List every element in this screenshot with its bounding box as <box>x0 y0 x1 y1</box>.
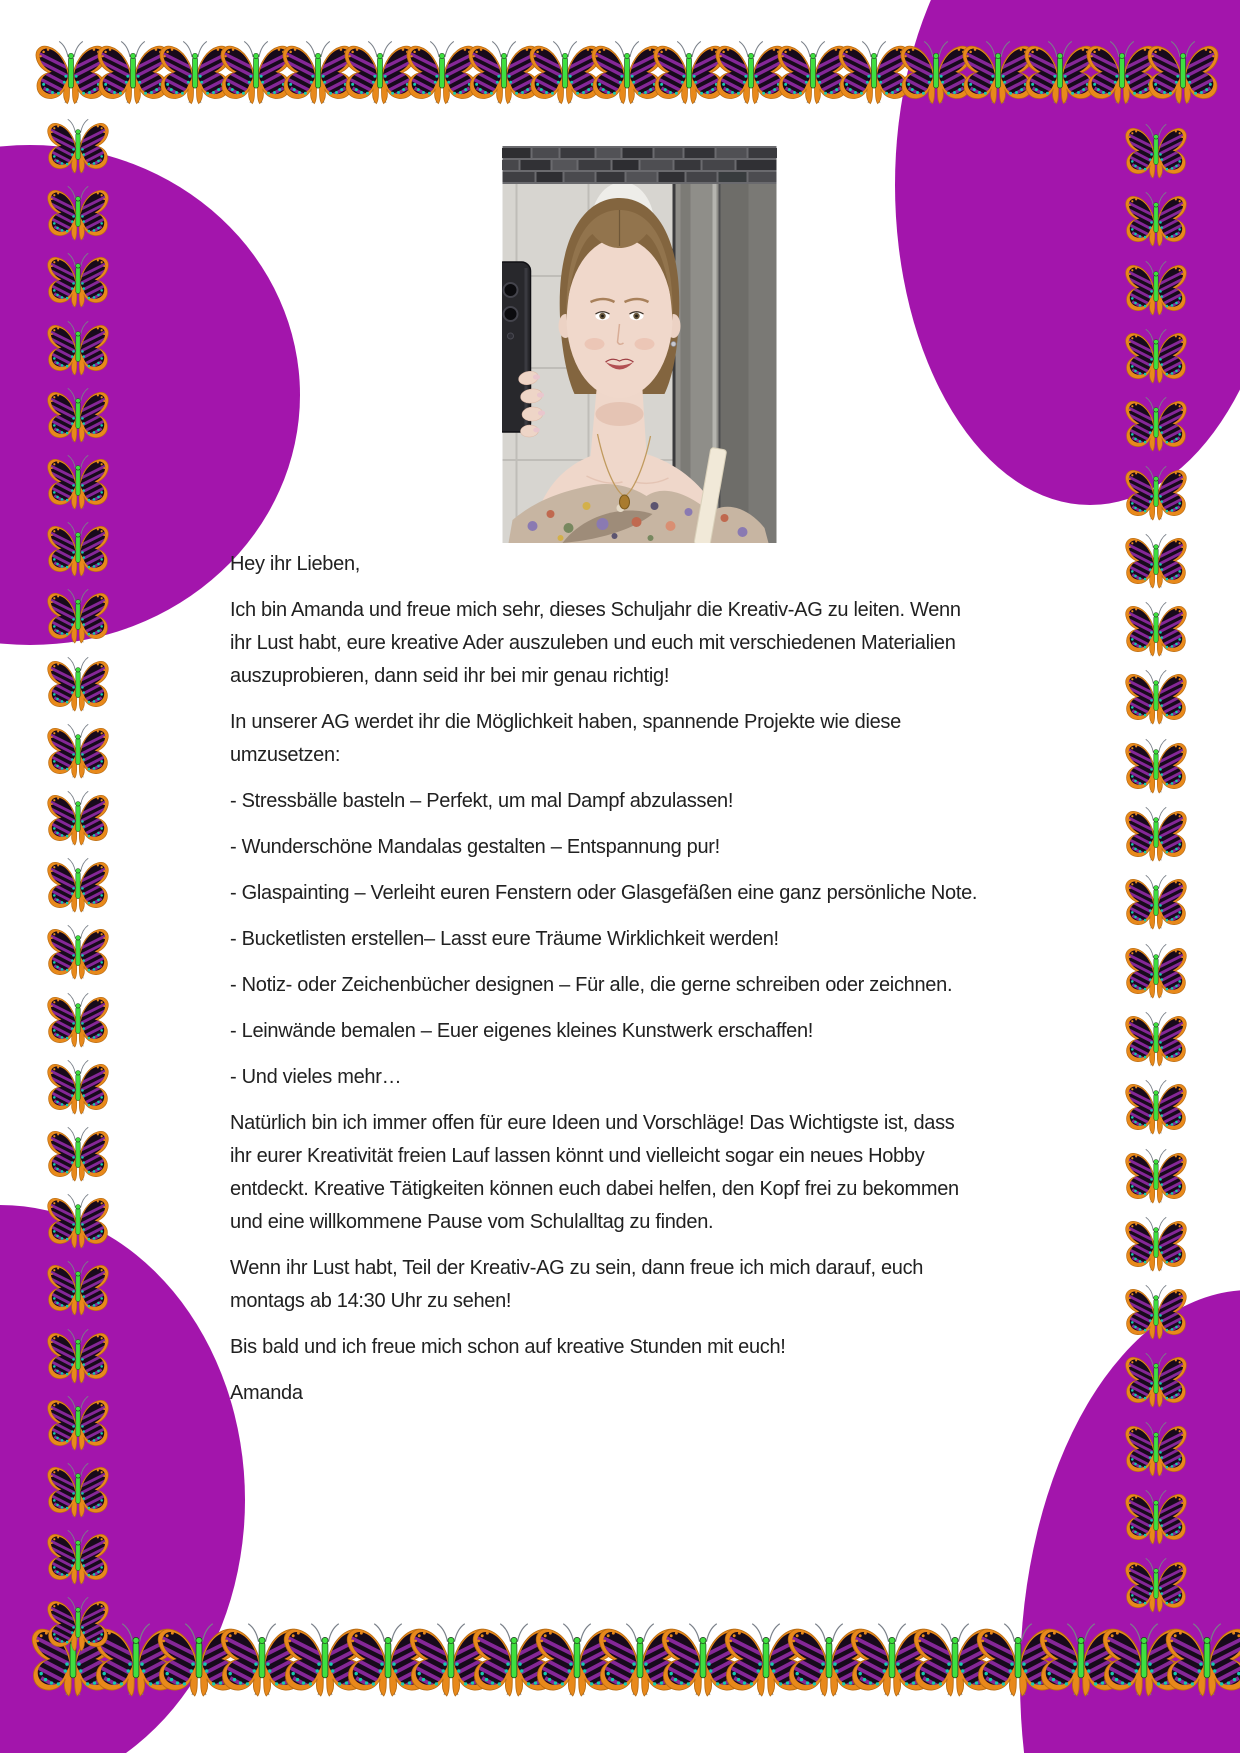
text-line: - Und vieles mehr… <box>230 1066 402 1088</box>
text-line: montags ab 14:30 Uhr zu sehen! <box>230 1290 512 1312</box>
butterfly-icon <box>46 1462 110 1521</box>
butterfly-icon <box>1124 1011 1188 1070</box>
butterfly-icon <box>46 1596 110 1655</box>
butterfly-icon <box>1124 396 1188 455</box>
butterfly-icon <box>1124 1352 1188 1411</box>
butterfly-icon <box>1124 738 1188 797</box>
butterfly-icon <box>1124 1079 1188 1138</box>
paragraph <box>230 548 990 581</box>
paragraph <box>230 1061 990 1094</box>
text-line: Natürlich bin ich immer offen für eure Ideen und Vorschläge! Das Wichtigste ist, dass <box>230 1112 955 1134</box>
butterfly-icon <box>1124 260 1188 319</box>
text-line: ihr Lust habt, eure kreative Ader auszuleben und euch mit verschiedenen Materialien <box>230 632 956 654</box>
butterfly-icon <box>46 1529 110 1588</box>
paragraph <box>230 1015 990 1048</box>
butterfly-icon <box>46 857 110 916</box>
butterfly-icon <box>46 185 110 244</box>
paragraph <box>230 831 990 864</box>
greeting-line: Hey ihr Lieben, <box>230 553 361 575</box>
text-line: - Glaspainting – Verleiht euren Fenstern oder Glasgefäßen eine ganz persönliche Note. <box>230 882 978 904</box>
text-line: - Notiz- oder Zeichenbücher designen – Für alle, die gerne schreiben oder zeichnen. <box>230 974 953 996</box>
text-line: und eine willkommene Pause vom Schulalltag zu finden. <box>230 1211 714 1233</box>
butterfly-icon <box>1124 601 1188 660</box>
text-line: In unserer AG werdet ihr die Möglichkeit haben, spannende Projekte wie diese <box>230 711 901 733</box>
butterfly-icon <box>46 1260 110 1319</box>
butterfly-icon <box>1146 40 1220 108</box>
text-line: - Stressbälle basteln – Perfekt, um mal Dampf abzulassen! <box>230 790 734 812</box>
text-line: Ich bin Amanda und freue mich sehr, dieses Schuljahr die Kreativ-AG zu leiten. Wenn <box>230 599 961 621</box>
text-line: entdeckt. Kreative Tätigkeiten können euch dabei helfen, den Kopf frei zu bekommen <box>230 1178 959 1200</box>
paragraph <box>230 706 990 772</box>
butterfly-icon <box>46 1395 110 1454</box>
letter-body <box>230 548 990 1423</box>
paragraph <box>230 785 990 818</box>
butterfly-icon <box>1124 328 1188 387</box>
butterfly-icon <box>1124 943 1188 1002</box>
butterfly-icon <box>1124 1557 1188 1616</box>
butterfly-icon <box>46 992 110 1051</box>
butterfly-icon <box>46 1193 110 1252</box>
butterfly-icon <box>1124 533 1188 592</box>
butterfly-icon <box>1124 123 1188 182</box>
butterfly-icon <box>1124 1148 1188 1207</box>
butterfly-icon <box>46 118 110 177</box>
text-line: - Wunderschöne Mandalas gestalten – Entspannung pur! <box>230 836 720 858</box>
butterfly-icon <box>1164 1622 1240 1701</box>
butterfly-icon <box>1124 1489 1188 1548</box>
butterfly-icon <box>46 656 110 715</box>
paragraph <box>230 877 990 910</box>
butterfly-icon <box>1124 874 1188 933</box>
butterfly-icon <box>1124 465 1188 524</box>
text-line: Wenn ihr Lust habt, Teil der Kreativ-AG zu sein, dann freue ich mich darauf, euch <box>230 1257 924 1279</box>
paragraph <box>230 1377 990 1410</box>
portrait-photo <box>502 146 777 543</box>
paragraph <box>230 1252 990 1318</box>
butterfly-icon <box>46 1126 110 1185</box>
butterfly-icon <box>46 790 110 849</box>
butterfly-icon <box>46 252 110 311</box>
butterfly-icon <box>46 387 110 446</box>
butterfly-icon <box>1124 1284 1188 1343</box>
butterfly-icon <box>46 320 110 379</box>
paragraph <box>230 1107 990 1239</box>
paragraph <box>230 923 990 956</box>
butterfly-icon <box>46 454 110 513</box>
paragraph <box>230 1331 990 1364</box>
butterfly-icon <box>46 1059 110 1118</box>
butterfly-icon <box>1124 191 1188 250</box>
butterfly-icon <box>1124 1421 1188 1480</box>
text-line: - Leinwände bemalen – Euer eigenes kleines Kunstwerk erschaffen! <box>230 1020 814 1042</box>
butterfly-icon <box>1124 806 1188 865</box>
text-line: ihr eurer Kreativität freien Lauf lassen könnt und vielleicht sogar ein neues Hobby <box>230 1145 925 1167</box>
paragraph <box>230 969 990 1002</box>
butterfly-icon <box>46 723 110 782</box>
butterfly-icon <box>1124 669 1188 728</box>
text-line: Bis bald und ich freue mich schon auf kreative Stunden mit euch! <box>230 1336 786 1358</box>
text-line: auszuprobieren, dann seid ihr bei mir genau richtig! <box>230 665 670 687</box>
text-line: - Bucketlisten erstellen– Lasst eure Träume Wirklichkeit werden! <box>230 928 779 950</box>
butterfly-icon <box>46 924 110 983</box>
butterfly-icon <box>1124 1216 1188 1275</box>
paragraph <box>230 594 990 693</box>
signature: Amanda <box>230 1382 303 1404</box>
butterfly-icon <box>46 588 110 647</box>
butterfly-icon <box>46 521 110 580</box>
text-line: umzusetzen: <box>230 744 341 766</box>
butterfly-icon <box>46 1328 110 1387</box>
